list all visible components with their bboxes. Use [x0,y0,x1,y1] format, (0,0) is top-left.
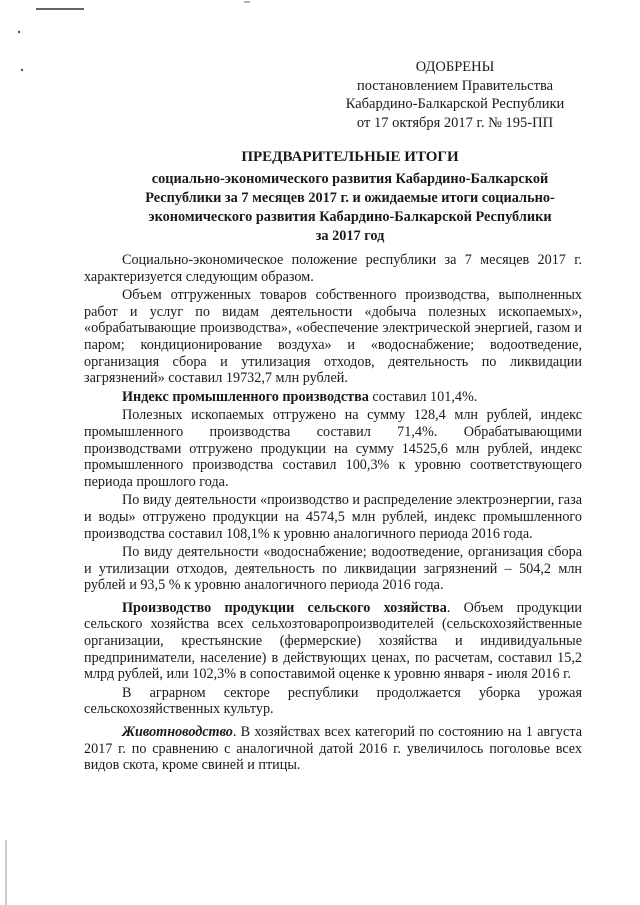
title-line: социально-экономического развития Кабардино-Балкарской [151,171,549,187]
paragraph-text: . Объем продукции сельского хозяйства всех сельхозтоваропроизводителей (сельскохозяйственные организации, крестьянские (фермерские) хозяйства и индивидуальные предприниматели, население) в действующих ценах, по расчетам, составил 15,2 млрд рублей, или 102,3% в сопоставимой оценке к уровню января - июля 2016 г. [84,599,582,683]
scan-speck [18,31,20,33]
paragraph: Полезных ископаемых отгружено на сумму 128,4 млн рублей, индекс промышленного производства составил 71,4%. Обрабатывающими производствами отгружено продукции на сумму 14525,6 млн рублей, индекс промышленного производства составил 100,3% к уровню соответствующего периода прошлого года. [84,407,582,490]
title-main: ПРЕДВАРИТЕЛЬНЫЕ ИТОГИ [241,149,459,165]
paragraph-heading: Индекс промышленного производства [122,388,369,405]
paragraph [84,389,582,406]
paragraph-text: . В хозяйствах всех категорий по состоянию на 1 августа 2017 г. по сравнению с аналогичной датой 2016 г. увеличилось поголовье всех видов скота, кроме свиней и птицы. [84,724,582,774]
title-line: экономического развития Кабардино-Балкарской Республики [148,209,552,225]
document-body [84,252,582,776]
paragraph [84,724,582,774]
paragraph: Объем отгруженных товаров собственного производства, выполненных работ и услуг по видам деятельности «добыча полезных ископаемых», «обрабатывающие производства», «обеспечение электрической энергией, газом и паром; кондиционирование воздуха» и «водоснабжение; водоотведение, организация сбора и утилизация отходов, деятельность по ликвидации загрязнений» составил 19732,7 млн рублей. [84,287,582,387]
paragraph: По виду деятельности «водоснабжение; водоотведение, организация сбора и утилизации отходов, деятельность по ликвидации загрязнений – 504,2 млн рублей и 93,5 % к уровню аналогичного периода 2016 года. [84,544,582,594]
paragraph: В аграрном секторе республики продолжается уборка урожая сельскохозяйственных культур. [84,684,582,718]
approval-line: Кабардино-Балкарской Республики [345,96,565,112]
paragraph-heading: Производство продукции сельского хозяйства [122,599,447,616]
paragraph-text: составил 101,4%. [368,388,478,405]
document-title [80,148,620,246]
paragraph: По виду деятельности «производство и распределение электроэнергии, газа и воды» отгружено продукции на 4574,5 млн рублей, индекс промышленного производства составил 108,1% к уровню аналогичного периода 2016 года. [84,492,582,542]
approval-heading: ОДОБРЕНЫ [415,59,495,75]
scan-speck [21,69,23,71]
title-line: за 2017 год [315,228,385,244]
approval-line: постановлением Правительства [356,77,554,94]
paragraph: Социально-экономическое положение республики за 7 месяцев 2017 г. характеризуется следующим образом. [84,252,582,285]
title-line: Республики за 7 месяцев 2017 г. и ожидаемые итоги социально- [145,190,555,206]
paragraph [84,600,582,683]
approval-line: от 17 октября 2017 г. № 195-ПП [356,114,554,131]
approval-block [330,58,580,132]
paragraph-heading: Животноводство [122,724,233,741]
